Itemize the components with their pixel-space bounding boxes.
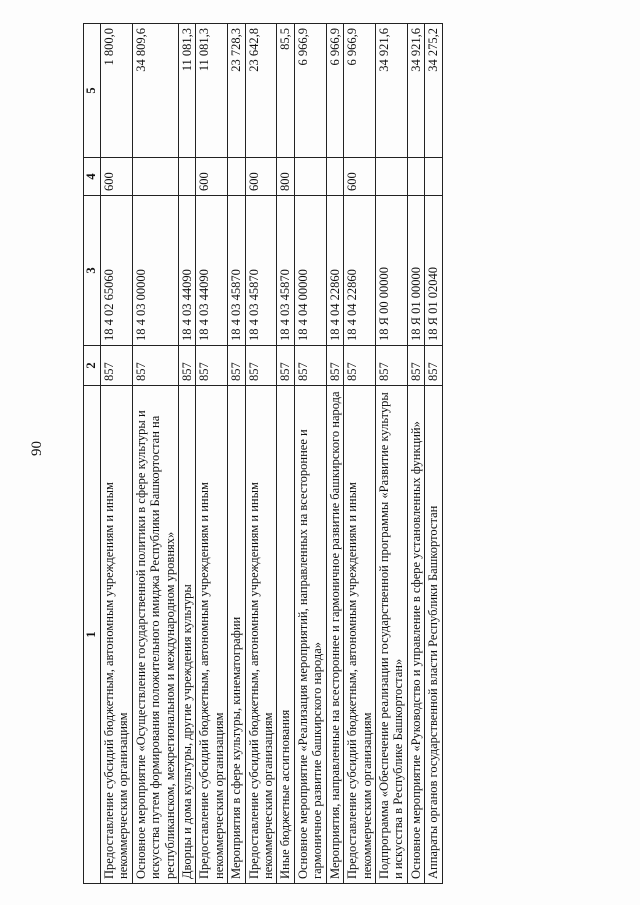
row-amount: 34 275,2: [425, 24, 442, 158]
header-col-1: 1: [84, 386, 101, 884]
row-ministry-code: 857: [132, 346, 178, 386]
row-description: Иные бюджетные ассигнования: [277, 386, 294, 884]
row-ministry-code: 857: [407, 346, 424, 386]
header-row: [84, 24, 101, 884]
row-amount: 34 809,6: [132, 24, 178, 158]
row-ministry-code: 857: [228, 346, 245, 386]
row-target-code: 18 4 04 22860: [344, 196, 376, 346]
row-description: Мероприятия, направленные на всестороннее и гармоничное развитие башкирского народа: [326, 386, 343, 884]
row-expense-type: 600: [101, 158, 133, 196]
row-expense-type: [407, 158, 424, 196]
row-amount: 6 966,9: [326, 24, 343, 158]
table-row: [326, 24, 343, 884]
row-amount: 6 966,9: [344, 24, 376, 158]
row-target-code: 18 4 02 65060: [101, 196, 133, 346]
header-col-5: 5: [84, 24, 101, 158]
row-target-code: 18 4 04 00000: [294, 196, 326, 346]
row-ministry-code: 857: [245, 346, 277, 386]
row-ministry-code: 857: [196, 346, 228, 386]
row-description: Предоставление субсидий бюджетным, автономным учреждениям и иным некоммерческим организациям: [245, 386, 277, 884]
row-description: Подпрограмма «Обеспечение реализации государственной программы «Развитие культуры и искусства в Республике Башкортостан»: [375, 386, 407, 884]
row-ministry-code: 857: [277, 346, 294, 386]
table-row: [407, 24, 424, 884]
row-amount: 23 642,8: [245, 24, 277, 158]
row-ministry-code: 857: [375, 346, 407, 386]
row-expense-type: [132, 158, 178, 196]
row-amount: 11 081,3: [196, 24, 228, 158]
row-description: Предоставление субсидий бюджетным, автономным учреждениям и иным некоммерческим организациям: [344, 386, 376, 884]
row-target-code: 18 4 03 00000: [132, 196, 178, 346]
row-expense-type: [326, 158, 343, 196]
row-description: Предоставление субсидий бюджетным, автономным учреждениям и иным некоммерческим организациям: [196, 386, 228, 884]
row-amount: 85,5: [277, 24, 294, 158]
row-target-code: 18 4 03 45870: [228, 196, 245, 346]
row-target-code: 18 4 03 44090: [179, 196, 196, 346]
row-target-code: 18 4 03 44090: [196, 196, 228, 346]
row-description: Основное мероприятие «Реализация мероприятий, направленных на всестороннее и гармоничное развитие башкирского народа»: [294, 386, 326, 884]
row-target-code: 18 4 03 45870: [277, 196, 294, 346]
row-expense-type: [425, 158, 442, 196]
row-description: Дворцы и дома культуры, другие учреждения культуры: [179, 386, 196, 884]
row-expense-type: 600: [196, 158, 228, 196]
table-row: [344, 24, 376, 884]
row-target-code: 18 Я 00 00000: [375, 196, 407, 346]
table-row: [245, 24, 277, 884]
row-amount: 11 081,3: [179, 24, 196, 158]
rotated-table-area: [83, 24, 553, 884]
row-description: Основное мероприятие «Осуществление государственной политики в сфере культуры и искусства путем формирования положительного имиджа Республики Башкортостан на республиканском, межрегиональном и международном уровнях»: [132, 386, 178, 884]
row-expense-type: 800: [277, 158, 294, 196]
row-description: Основное мероприятие «Руководство и управление в сфере установленных функций»: [407, 386, 424, 884]
row-amount: 34 921,6: [407, 24, 424, 158]
table-row: [375, 24, 407, 884]
row-expense-type: [179, 158, 196, 196]
table-row: [277, 24, 294, 884]
row-target-code: 18 Я 01 00000: [407, 196, 424, 346]
table-row: [101, 24, 133, 884]
header-col-2: 2: [84, 346, 101, 386]
row-amount: 1 800,0: [101, 24, 133, 158]
row-expense-type: [375, 158, 407, 196]
row-description: Аппараты органов государственной власти Республики Башкортостан: [425, 386, 442, 884]
table-row: [132, 24, 178, 884]
header-col-4: 4: [84, 158, 101, 196]
row-target-code: 18 4 03 45870: [245, 196, 277, 346]
row-target-code: 18 4 04 22860: [326, 196, 343, 346]
row-target-code: 18 Я 01 02040: [425, 196, 442, 346]
row-amount: 34 921,6: [375, 24, 407, 158]
row-ministry-code: 857: [425, 346, 442, 386]
row-ministry-code: 857: [326, 346, 343, 386]
table-row: [196, 24, 228, 884]
row-description: Предоставление субсидий бюджетным, автономным учреждениям и иным некоммерческим организациям: [101, 386, 133, 884]
row-expense-type: 600: [245, 158, 277, 196]
row-expense-type: [294, 158, 326, 196]
table-row: [425, 24, 442, 884]
row-expense-type: 600: [344, 158, 376, 196]
row-amount: 6 966,9: [294, 24, 326, 158]
budget-table: [83, 23, 443, 884]
page-number: 90: [29, 441, 45, 456]
row-expense-type: [228, 158, 245, 196]
table-frame: [83, 24, 553, 884]
table-row: [294, 24, 326, 884]
row-ministry-code: 857: [294, 346, 326, 386]
row-ministry-code: 857: [101, 346, 133, 386]
row-amount: 23 728,3: [228, 24, 245, 158]
row-ministry-code: 857: [344, 346, 376, 386]
row-description: Мероприятия в сфере культуры, кинематографии: [228, 386, 245, 884]
table-row: [228, 24, 245, 884]
row-ministry-code: 857: [179, 346, 196, 386]
table-row: [179, 24, 196, 884]
header-col-3: 3: [84, 196, 101, 346]
